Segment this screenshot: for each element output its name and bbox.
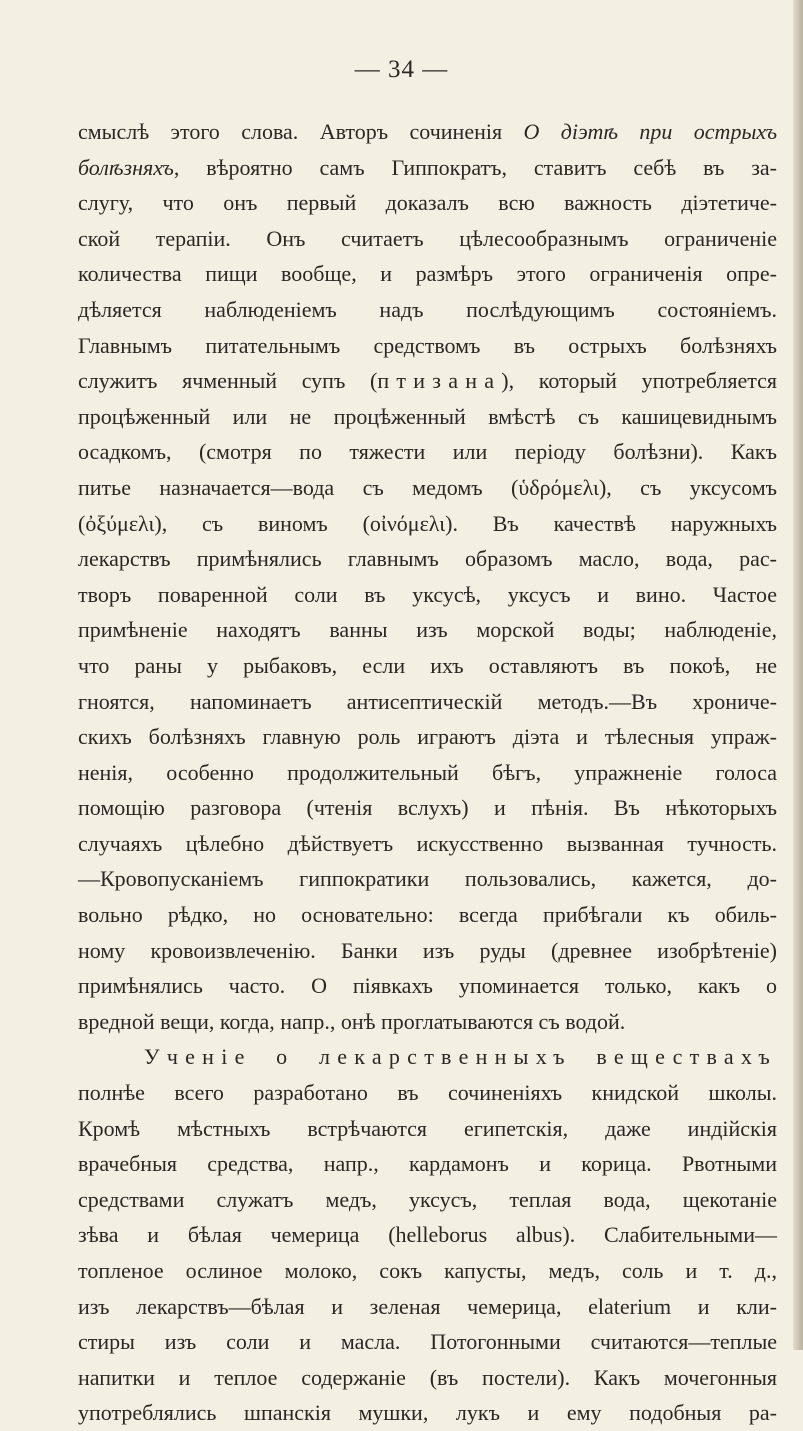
page-number: — 34 —	[354, 56, 449, 83]
text-line: вольно рѣдко, но основательно: всегда прибѣгали къ обиль-	[78, 902, 777, 928]
text-line: творъ поваренной соли въ уксусѣ, уксусъ и вино. Частое	[78, 581, 777, 607]
text-line: врачебныя средства, напр., кардамонъ и корица. Рвотными	[78, 1151, 777, 1177]
text-line: лекарствъ примѣнялись главнымъ образомъ масло, вода, рас-	[78, 546, 777, 572]
text-line: гноятся, напоминаетъ антисептическій методъ.—Въ хрониче-	[78, 688, 777, 714]
text-line: случаяхъ цѣлебно дѣйствуетъ искусственно вызванная тучность.	[78, 830, 777, 856]
text-line: питье назначается—вода съ медомъ (ὑδρόμελι), съ уксусомъ	[78, 474, 777, 500]
text-line: дѣляется наблюденіемъ надъ послѣдующимъ состояніемъ.	[78, 296, 777, 322]
text-line: служитъ ячменный супъ (птизана), который употребляется	[78, 368, 777, 394]
text-line: Кромѣ мѣстныхъ встрѣчаются египетскія, даже индійскія	[78, 1115, 777, 1141]
text-line: что раны у рыбаковъ, если ихъ оставляютъ въ покоѣ, не	[78, 652, 777, 678]
text-line: примѣненіе находятъ ванны изъ морской воды; наблюденіе,	[78, 617, 777, 643]
text-line: средствами служатъ медъ, уксусъ, теплая вода, щекотаніе	[78, 1186, 777, 1212]
text-line: полнѣе всего разработано въ сочиненіяхъ книдской школы.	[78, 1080, 777, 1106]
text-line: скихъ болѣзняхъ главную роль играютъ діэта и тѣлесныя упраж-	[78, 724, 777, 750]
page-edge	[793, 0, 803, 1350]
body-text	[78, 114, 777, 1431]
text-line: топленое ослиное молоко, сокъ капусты, медъ, соль и т. д.,	[78, 1258, 777, 1283]
text-line: Главнымъ питательнымъ средствомъ въ острыхъ болѣзняхъ	[78, 332, 777, 358]
text-line: слугу, что онъ первый доказалъ всю важность діэтетиче-	[78, 190, 777, 216]
text-line: зѣва и бѣлая чемерица (helleborus albus). Слабительными—	[78, 1222, 777, 1248]
text-line: употреблялись шпанскія мушки, лукъ и ему подобныя ра-	[78, 1400, 777, 1426]
text-line: болѣзняхъ, вѣроятно самъ Гиппократъ, ставитъ себѣ въ за-	[78, 154, 777, 180]
text-line: смыслѣ этого слова. Авторъ сочиненія О діэтѣ при острыхъ	[78, 119, 777, 144]
text-line: ненія, особенно продолжительный бѣгъ, упражненіе голоса	[78, 759, 777, 785]
text-line: количества пищи вообще, и размѣръ этого ограниченія опре-	[78, 261, 777, 287]
italic-title: О діэтѣ при острыхъ	[523, 119, 777, 144]
text-line: вредной вещи, когда, напр., онѣ проглатываются съ водой.	[78, 1008, 626, 1034]
text-line: —Кровопусканіемъ гиппократики пользовались, кажется, до-	[78, 866, 777, 892]
text-line: ской терапіи. Онъ считаетъ цѣлесообразнымъ ограниченіе	[78, 225, 777, 251]
paragraph-2	[78, 1039, 777, 1431]
text-line: (ὀξύμελι), съ виномъ (οἰνόμελι). Въ качествѣ наружныхъ	[78, 510, 777, 536]
paragraph-1	[78, 114, 777, 1039]
text-line: процѣженный или не процѣженный вмѣстѣ съ кашицевиднымъ	[78, 403, 777, 429]
text-line: стиры изъ соли и масла. Потогонными считаются—теплые	[78, 1329, 777, 1355]
text-line: напитки и теплое содержаніе (въ постели). Какъ мочегонныя	[78, 1364, 777, 1390]
text-line: изъ лекарствъ—бѣлая и зеленая чемерица, elaterium и кли-	[78, 1293, 777, 1319]
text-line: примѣнялись часто. О піявкахъ упоминается только, какъ о	[78, 973, 777, 999]
text-line	[78, 1039, 777, 1075]
spaced-heading: Ученіе о лекарственныхъ веществахъ	[144, 1044, 777, 1070]
italic-title: болѣзняхъ	[78, 154, 174, 180]
text-line: ному кровоизвлеченію. Банки изъ руды (древнее изобрѣтеніе)	[78, 937, 777, 963]
spaced-term: птизана	[377, 368, 502, 394]
text-line: осадкомъ, (смотря по тяжести или періоду болѣзни). Какъ	[78, 439, 777, 465]
text-line: помощію разговора (чтенія вслухъ) и пѣнія. Въ нѣкоторыхъ	[78, 795, 777, 821]
